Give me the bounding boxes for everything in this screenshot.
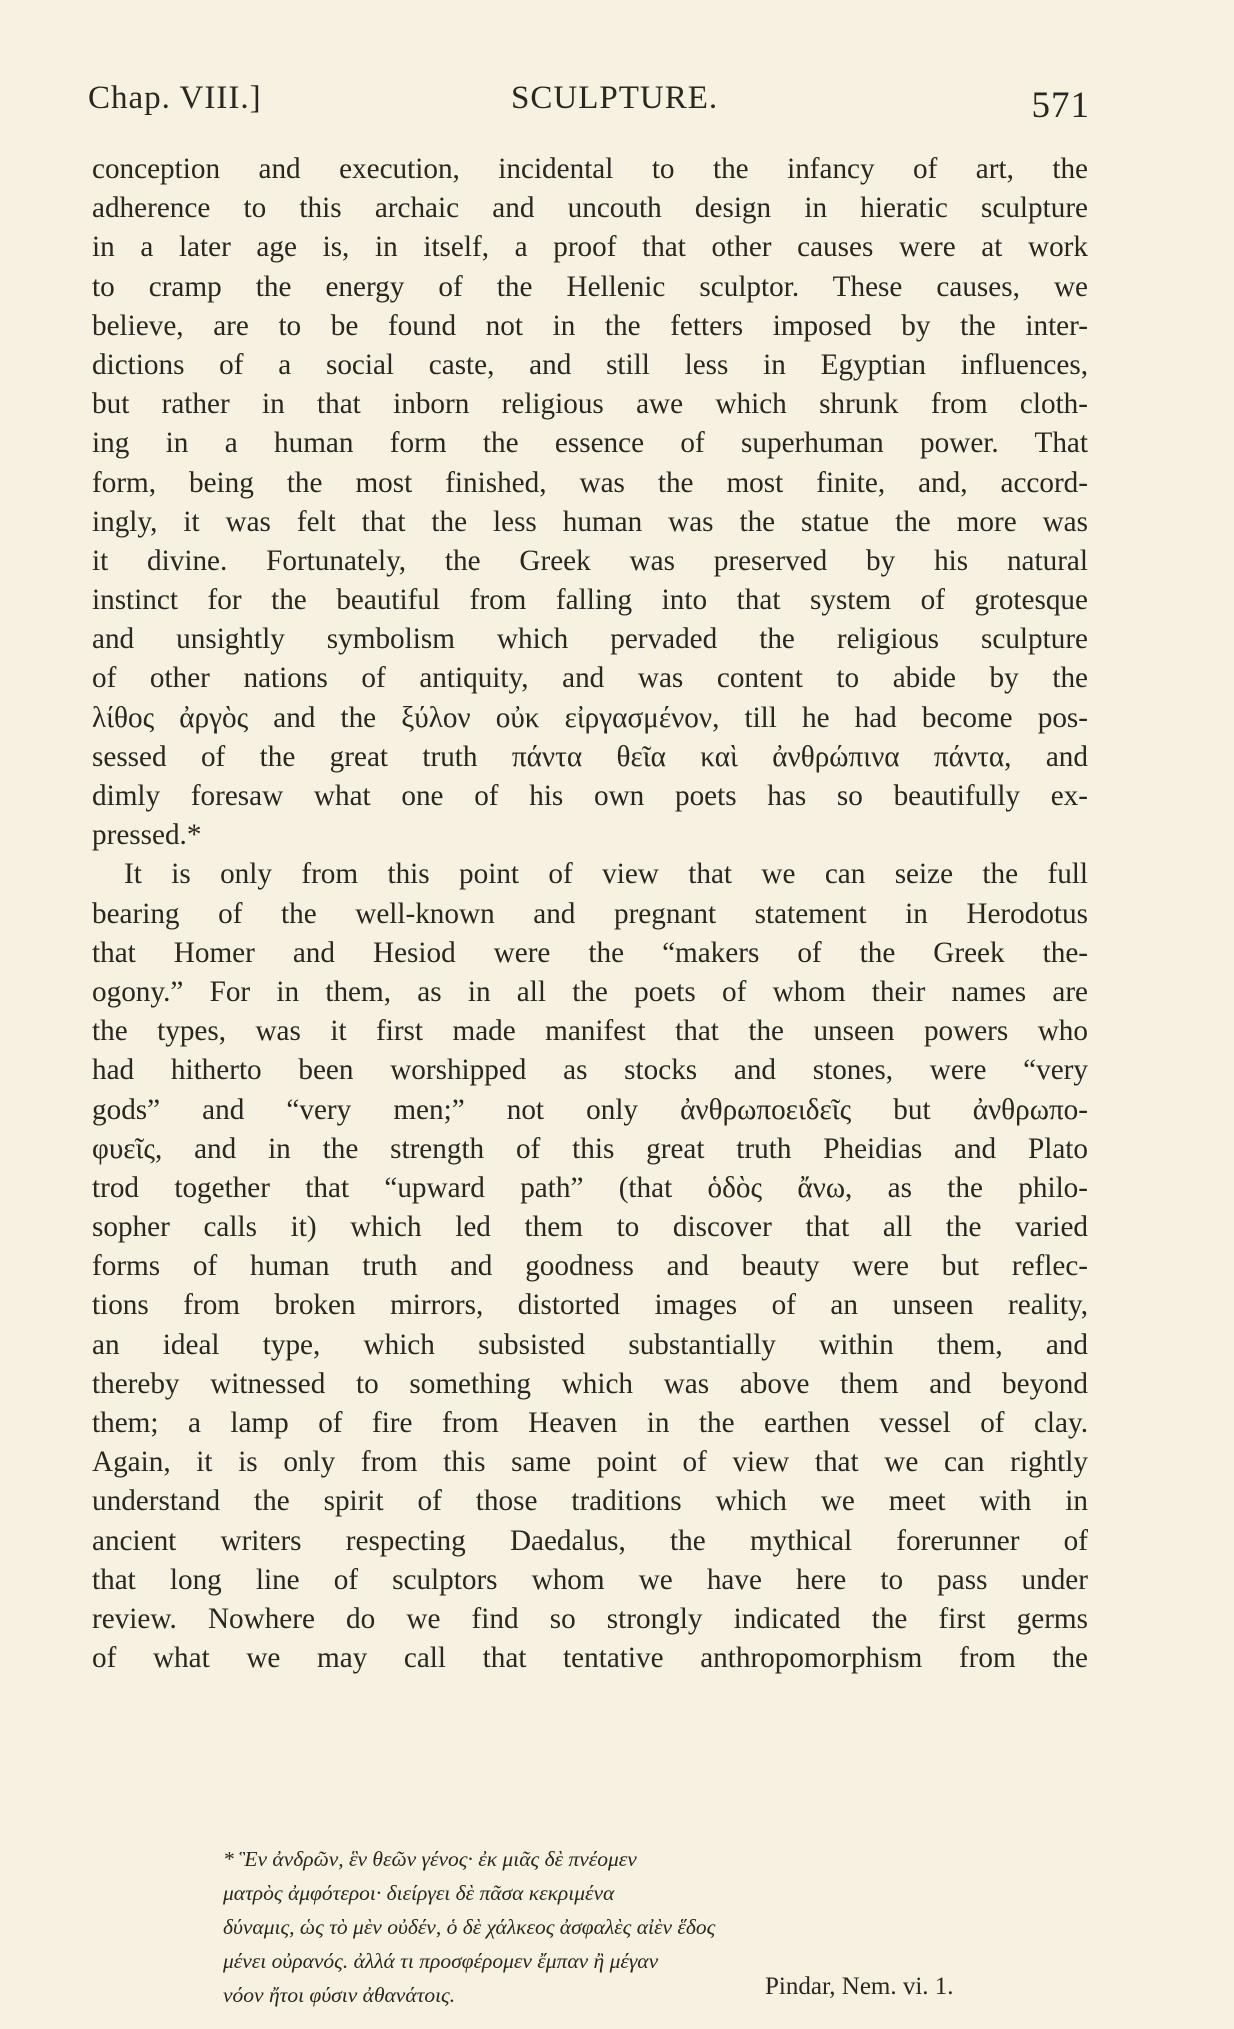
page-number: 571 xyxy=(1031,85,1090,126)
text-line: adherence to this archaic and uncouth design in hieratic sculpture xyxy=(92,192,1088,225)
main-text xyxy=(92,150,1088,1678)
text-line: that long line of sculptors whom we have here to pass under xyxy=(92,1563,1088,1596)
text-line: forms of human truth and goodness and beauty were but reflec- xyxy=(92,1250,1088,1283)
text-line: that Homer and Hesiod were the “makers of the Greek the- xyxy=(92,936,1088,969)
text-line: instinct for the beautiful from falling into that system of grotesque xyxy=(92,584,1088,617)
text-line: tions from broken mirrors, distorted images of an unseen reality, xyxy=(92,1289,1088,1322)
text-line: the types, was it first made manifest that the unseen powers who xyxy=(92,1015,1088,1048)
text-line: in a later age is, in itself, a proof that other causes were at work xyxy=(92,231,1088,264)
text-line: φυεῖς, and in the strength of this great truth Pheidias and Plato xyxy=(92,1132,1088,1165)
text-line: trod together that “upward path” (that ὁδὸς ἄνω, as the philo- xyxy=(92,1171,1088,1204)
footnote-source: Pindar, Nem. vi. 1. xyxy=(765,1973,954,2000)
text-line: dimly foresaw what one of his own poets has so beautifully ex- xyxy=(92,780,1088,812)
text-line: gods” and “very men;” not only ἀνθρωποειδεῖς but ἀνθρωπο- xyxy=(92,1093,1088,1126)
text-line: but rather in that inborn religious awe which shrunk from cloth- xyxy=(92,388,1088,421)
text-line: ingly, it was felt that the less human was the statue the more was xyxy=(92,505,1088,538)
footnote-line: δύναμις, ὡς τὸ μὲν οὐδέν, ὁ δὲ χάλκεος ἀσφαλὲς αἰὲν ἕδος xyxy=(223,1915,716,1939)
text-line: ing in a human form the essence of superhuman power. That xyxy=(92,427,1088,460)
text-line: It is only from this point of view that we can seize the full xyxy=(124,858,1088,891)
footnote-line: * Ἓν ἀνδρῶν, ἓν θεῶν γένος· ἐκ μιᾶς δὲ πνέομεν xyxy=(223,1847,637,1871)
text-line: believe, are to be found not in the fetters imposed by the inter- xyxy=(92,309,1088,342)
footnote-line: νόον ἤτοι φύσιν ἀθανάτοις. xyxy=(223,1983,456,2007)
text-line: dictions of a social caste, and still less in Egyptian influences, xyxy=(92,348,1088,381)
text-line: review. Nowhere do we find so strongly indicated the first germs xyxy=(92,1602,1088,1635)
text-line: of what we may call that tentative anthropomorphism from the xyxy=(92,1642,1088,1675)
text-line: sopher calls it) which led them to discover that all the varied xyxy=(92,1211,1088,1244)
footnote-line: μένει οὐρανός. ἀλλά τι προσφέρομεν ἔμπαν ἢ μέγαν xyxy=(223,1949,659,1973)
text-line: and unsightly symbolism which pervaded the religious sculpture xyxy=(92,623,1088,656)
text-line: an ideal type, which subsisted substantially within them, and xyxy=(92,1328,1088,1361)
text-line: pressed.* xyxy=(92,819,202,852)
text-line: thereby witnessed to something which was above them and beyond xyxy=(92,1367,1088,1400)
text-line: bearing of the well-known and pregnant statement in Herodotus xyxy=(92,897,1088,930)
text-line: conception and execution, incidental to the infancy of art, the xyxy=(92,153,1088,185)
text-line: to cramp the energy of the Hellenic sculptor. These causes, we xyxy=(92,270,1088,303)
text-line: had hitherto been worshipped as stocks and stones, were “very xyxy=(92,1054,1088,1087)
text-line: understand the spirit of those traditions which we meet with in xyxy=(92,1485,1088,1518)
text-line: it divine. Fortunately, the Greek was preserved by his natural xyxy=(92,544,1088,577)
text-line: form, being the most finished, was the most finite, and, accord- xyxy=(92,466,1088,499)
footnote-line: ματρὸς ἀμφότεροι· διείργει δὲ πᾶσα κεκριμένα xyxy=(223,1881,615,1905)
chapter-label: Chap. VIII.] xyxy=(88,80,262,116)
text-line: of other nations of antiquity, and was content to abide by the xyxy=(92,662,1088,695)
text-line: them; a lamp of fire from Heaven in the earthen vessel of clay. xyxy=(92,1407,1088,1439)
text-line: ancient writers respecting Daedalus, the mythical forerunner of xyxy=(92,1524,1088,1557)
running-title: SCULPTURE. xyxy=(511,80,719,116)
text-line: Again, it is only from this same point of view that we can rightly xyxy=(92,1446,1088,1479)
running-header xyxy=(88,80,1090,130)
text-line: ogony.” For in them, as in all the poets of whom their names are xyxy=(92,975,1088,1008)
text-line: λίθος ἀργὸς and the ξύλον οὐκ εἰργασμένον, till he had become pos- xyxy=(92,701,1088,734)
text-line: sessed of the great truth πάντα θεῖα καὶ ἀνθρώπινα πάντα, and xyxy=(92,740,1088,773)
